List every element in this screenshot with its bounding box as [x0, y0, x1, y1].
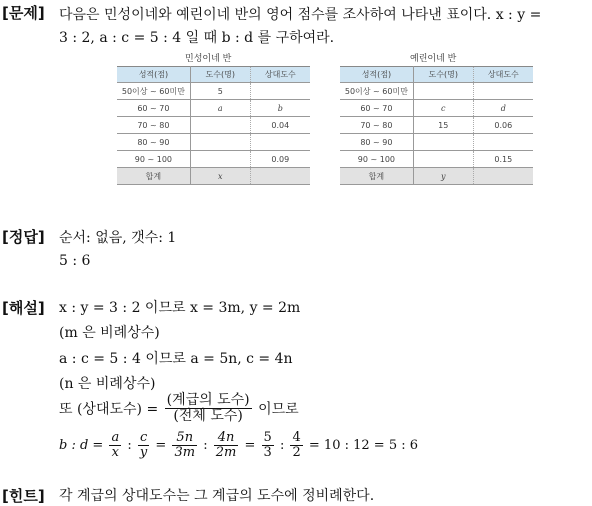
ratio-result: = 10 : 12 = 5 : 6: [308, 438, 419, 453]
frequency-cell: 도수(명): [413, 67, 473, 83]
denominator: 2m: [215, 445, 237, 460]
frequency-cell: c: [413, 100, 473, 117]
relative-frequency-cell: [473, 168, 533, 185]
table-2-title: 예린이네 반: [410, 54, 457, 64]
class-interval-cell: 합계: [340, 168, 413, 185]
fraction-4-over-2: [290, 431, 302, 460]
relative-frequency-cell: 0.04: [250, 117, 310, 134]
class-interval-cell: 합계: [117, 168, 190, 185]
frequency-cell: y: [413, 168, 473, 185]
frequency-cell: [413, 134, 473, 151]
denominator: 3: [263, 445, 272, 460]
fraction-5n-over-3m: [172, 431, 197, 460]
score-table-yerin: [340, 66, 533, 185]
equals-sign: =: [244, 438, 256, 453]
frequency-cell: [190, 134, 250, 151]
class-interval-cell: 70 ~ 80: [117, 117, 190, 134]
explanation-line-2: (m 은 비례상수): [59, 325, 160, 341]
relative-frequency-cell: 상대도수: [473, 67, 533, 83]
table-row: [340, 117, 533, 134]
relative-frequency-cell: [473, 134, 533, 151]
frequency-cell: 5: [190, 83, 250, 100]
class-interval-cell: 60 ~ 70: [117, 100, 190, 117]
frequency-cell: 15: [413, 117, 473, 134]
ratio-colon: :: [203, 438, 208, 453]
ratio-colon: :: [279, 438, 285, 453]
relative-frequency-cell: [250, 134, 310, 151]
numerator: 4: [292, 430, 301, 445]
table-row: [340, 134, 533, 151]
explanation-line-6: [59, 431, 418, 460]
relative-frequency-cell: 0.15: [473, 151, 533, 168]
denominator: x: [111, 445, 120, 460]
table-total-row: [117, 168, 310, 185]
answer-line-1: 순서: 없음, 갯수: 1: [59, 230, 177, 246]
fraction-4n-over-2m: [214, 431, 239, 460]
numerator: 5: [263, 430, 272, 445]
relative-frequency-cell: [250, 83, 310, 100]
relative-frequency-cell: [473, 83, 533, 100]
fraction-denominator: (전체 도수): [173, 408, 243, 424]
table-header-row: [117, 67, 310, 83]
relative-frequency-label: 또 (상대도수) =: [59, 401, 159, 418]
denominator: y: [139, 445, 148, 460]
answer-tag: [정답]: [2, 228, 45, 246]
explanation-line-1: x : y = 3 : 2 이므로 x = 3m, y = 2m: [59, 300, 301, 316]
table-row: [340, 100, 533, 117]
relative-frequency-cell: [250, 168, 310, 185]
frequency-cell: [190, 117, 250, 134]
fraction-numerator: (계급의 도수): [166, 392, 250, 408]
table-row: [117, 117, 310, 134]
ratio-colon: :: [127, 438, 132, 453]
fraction-a-over-x: [109, 431, 121, 460]
frequency-cell: 도수(명): [190, 67, 250, 83]
class-interval-cell: 80 ~ 90: [117, 134, 190, 151]
hint-tag: [힌트]: [2, 487, 45, 505]
class-interval-cell: 90 ~ 100: [340, 151, 413, 168]
problem-line-2: 3 : 2, a : c = 5 : 4 일 때 b : d 를 구하여라.: [59, 30, 335, 46]
table-row: [117, 134, 310, 151]
relative-frequency-cell: 0.09: [250, 151, 310, 168]
problem-line-1: 다음은 민성이네와 예린이네 반의 영어 점수를 조사하여 나타낸 표이다. x : y =: [59, 7, 542, 23]
explanation-tag: [해설]: [2, 299, 45, 317]
fraction-c-over-y: [138, 431, 149, 460]
hint-text: 각 계급의 상대도수는 그 계급의 도수에 정비례한다.: [59, 488, 375, 504]
score-table-minseong: [117, 66, 310, 185]
frequency-cell: a: [190, 100, 250, 117]
class-interval-cell: 90 ~ 100: [117, 151, 190, 168]
problem-tag: [문제]: [2, 4, 45, 22]
denominator: 3m: [174, 445, 196, 460]
class-interval-cell: 70 ~ 80: [340, 117, 413, 134]
relative-frequency-fraction: [165, 393, 252, 424]
frequency-cell: x: [190, 168, 250, 185]
frequency-cell: [413, 83, 473, 100]
denominator: 2: [292, 445, 301, 460]
relative-frequency-cell: d: [473, 100, 533, 117]
class-interval-cell: 80 ~ 90: [340, 134, 413, 151]
table-row: [340, 83, 533, 100]
table-header-row: [340, 67, 533, 83]
numerator: c: [138, 431, 149, 446]
ratio-lhs: b : d =: [59, 438, 104, 453]
equals-sign: =: [155, 438, 167, 453]
table-row: [340, 151, 533, 168]
class-interval-cell: 60 ~ 70: [340, 100, 413, 117]
explanation-line-4: (n 은 비례상수): [59, 376, 156, 392]
class-interval-cell: 50이상 ~ 60미만: [117, 83, 190, 100]
frequency-cell: [190, 151, 250, 168]
fraction-5-over-3: [262, 431, 274, 460]
explanation-line-3: a : c = 5 : 4 이므로 a = 5n, c = 4n: [59, 351, 293, 367]
frequency-cell: [413, 151, 473, 168]
table-total-row: [340, 168, 533, 185]
numerator: 4n: [214, 431, 239, 446]
table-row: [117, 100, 310, 117]
class-interval-cell: 성적(점): [117, 67, 190, 83]
table-row: [117, 151, 310, 168]
answer-line-2: 5 : 6: [59, 253, 91, 269]
relative-frequency-suffix: 이므로: [258, 401, 299, 418]
table-1-title: 민성이네 반: [185, 54, 232, 64]
class-interval-cell: 50이상 ~ 60미만: [340, 83, 413, 100]
class-interval-cell: 성적(점): [340, 67, 413, 83]
numerator: a: [111, 430, 120, 445]
numerator: 5n: [172, 431, 197, 446]
explanation-line-5: [59, 393, 299, 424]
relative-frequency-cell: 0.06: [473, 117, 533, 134]
relative-frequency-cell: 상대도수: [250, 67, 310, 83]
table-row: [117, 83, 310, 100]
relative-frequency-cell: b: [250, 100, 310, 117]
